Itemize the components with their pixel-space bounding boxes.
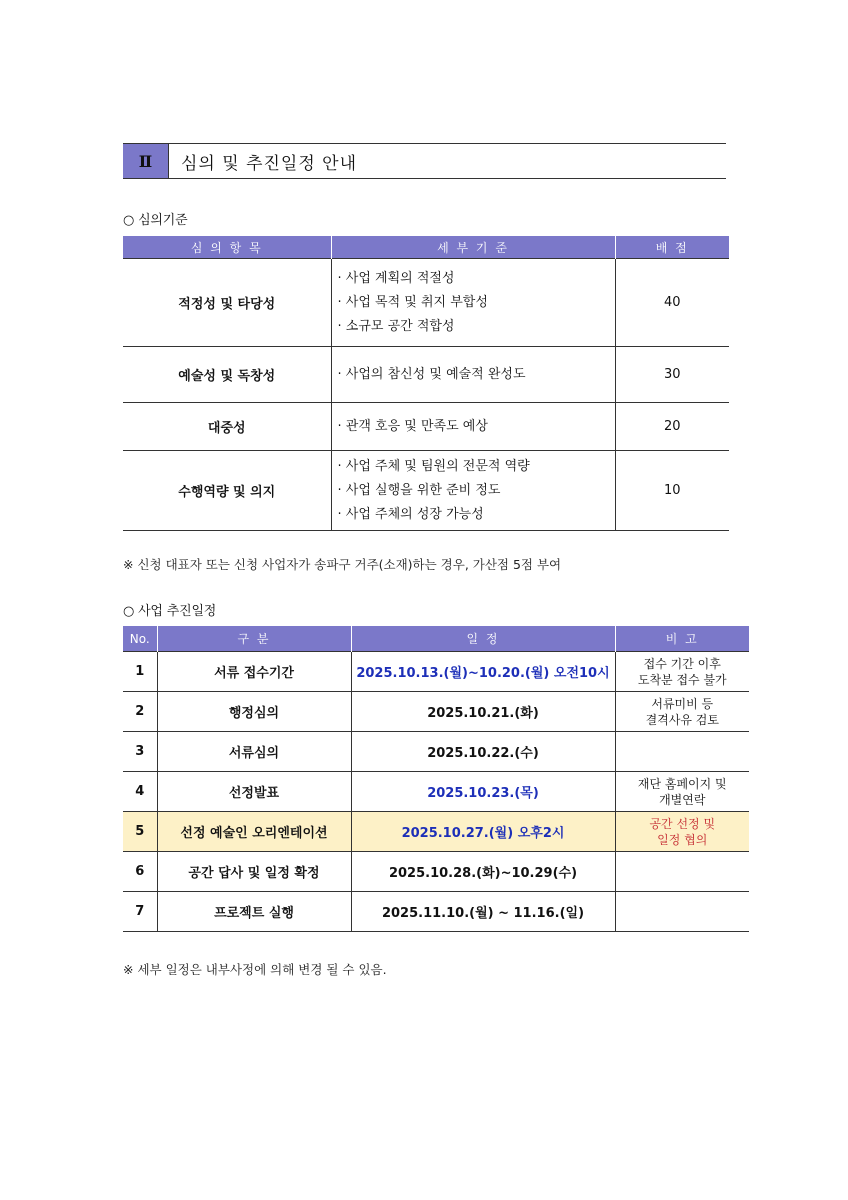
schedule-remark-line: 개별연락: [659, 792, 706, 807]
schedule-remark-line: 도착분 접수 불가: [637, 672, 727, 687]
criteria-detail: [331, 451, 615, 531]
schedule-header-date: 일 정: [351, 626, 615, 652]
schedule-no: 7: [123, 892, 157, 932]
criteria-note: ※ 신청 대표자 또는 신청 사업자가 송파구 거주(소재)하는 경우, 가산점 5점 부여: [123, 557, 562, 572]
criteria-score: 20: [615, 403, 729, 451]
schedule-remark-line: 일정 협의: [657, 832, 708, 847]
criteria-detail: [331, 259, 615, 347]
schedule-category: 선정 예술인 오리엔테이션: [157, 812, 351, 852]
schedule-date: 2025.10.28.(화)~10.29(수): [351, 852, 615, 892]
section-header: [123, 143, 726, 179]
schedule-category: 행정심의: [157, 692, 351, 732]
criteria-score: 40: [615, 259, 729, 347]
criteria-detail-line: · 사업 주체 및 팀원의 전문적 역량: [337, 458, 530, 474]
schedule-header-row: [123, 626, 749, 652]
schedule-remark-line: 재단 홈페이지 및: [637, 776, 727, 791]
schedule-date: 2025.10.23.(목): [351, 772, 615, 812]
criteria-detail-line: · 소규모 공간 적합성: [337, 318, 455, 334]
schedule-table: [123, 626, 749, 932]
schedule-heading: ○ 사업 추진일정: [123, 604, 217, 619]
criteria-table: [123, 236, 729, 531]
criteria-header-detail: 세 부 기 준: [331, 236, 615, 259]
criteria-detail-line: · 사업 목적 및 취지 부합성: [337, 294, 488, 310]
schedule-date: 2025.10.13.(월)~10.20.(월) 오전10시: [351, 652, 615, 692]
criteria-detail: [331, 347, 615, 403]
criteria-row: [123, 451, 729, 531]
criteria-item: 적정성 및 타당성: [123, 259, 331, 347]
schedule-remark: [615, 852, 749, 892]
schedule-date: 2025.10.22.(수): [351, 732, 615, 772]
criteria-score: 10: [615, 451, 729, 531]
schedule-row: [123, 652, 749, 692]
schedule-row: [123, 772, 749, 812]
schedule-remark: [615, 732, 749, 772]
criteria-row: [123, 403, 729, 451]
schedule-remark: [615, 692, 749, 732]
schedule-remark-line: 서류미비 등: [651, 696, 714, 711]
schedule-row: [123, 892, 749, 932]
schedule-header-category: 구 분: [157, 626, 351, 652]
section-number: Ⅱ: [123, 144, 169, 178]
criteria-row: [123, 347, 729, 403]
criteria-header-score: 배 점: [615, 236, 729, 259]
schedule-row: [123, 852, 749, 892]
schedule-no: 3: [123, 732, 157, 772]
schedule-no: 1: [123, 652, 157, 692]
criteria-item: 예술성 및 독창성: [123, 347, 331, 403]
schedule-date: 2025.10.21.(화): [351, 692, 615, 732]
schedule-date: 2025.11.10.(월) ~ 11.16.(일): [351, 892, 615, 932]
schedule-remark: [615, 812, 749, 852]
criteria-detail-line: · 관객 호응 및 만족도 예상: [337, 418, 488, 434]
criteria-detail: [331, 403, 615, 451]
schedule-remark: [615, 892, 749, 932]
schedule-category: 서류 접수기간: [157, 652, 351, 692]
schedule-no: 2: [123, 692, 157, 732]
criteria-heading: ○ 심의기준: [123, 213, 188, 228]
schedule-no: 5: [123, 812, 157, 852]
schedule-date: 2025.10.27.(월) 오후2시: [351, 812, 615, 852]
schedule-category: 서류심의: [157, 732, 351, 772]
schedule-no: 4: [123, 772, 157, 812]
schedule-row: [123, 732, 749, 772]
criteria-item: 대중성: [123, 403, 331, 451]
criteria-detail-line: · 사업 주체의 성장 가능성: [337, 506, 484, 522]
schedule-header-no: No.: [123, 626, 157, 652]
schedule-header-remark: 비 고: [615, 626, 749, 652]
schedule-remark: [615, 652, 749, 692]
schedule-category: 공간 답사 및 일정 확정: [157, 852, 351, 892]
schedule-remark-line: 공간 선정 및: [649, 816, 716, 831]
schedule-category: 프로젝트 실행: [157, 892, 351, 932]
section-title: 심의 및 추진일정 안내: [181, 153, 358, 174]
criteria-row: [123, 259, 729, 347]
criteria-item: 수행역량 및 의지: [123, 451, 331, 531]
criteria-header-item: 심 의 항 목: [123, 236, 331, 259]
criteria-header-row: [123, 236, 729, 259]
schedule-row: [123, 692, 749, 732]
criteria-detail-line: · 사업 실행을 위한 준비 정도: [337, 482, 501, 498]
criteria-detail-line: · 사업의 참신성 및 예술적 완성도: [337, 366, 526, 382]
schedule-row-highlighted: [123, 812, 749, 852]
schedule-note: ※ 세부 일정은 내부사정에 의해 변경 될 수 있음.: [123, 962, 387, 977]
criteria-score: 30: [615, 347, 729, 403]
schedule-remark-line: 결격사유 검토: [645, 712, 719, 727]
schedule-remark-line: 접수 기간 이후: [643, 656, 721, 671]
schedule-no: 6: [123, 852, 157, 892]
criteria-detail-line: · 사업 계획의 적절성: [337, 270, 455, 286]
schedule-remark: [615, 772, 749, 812]
schedule-category: 선정발표: [157, 772, 351, 812]
